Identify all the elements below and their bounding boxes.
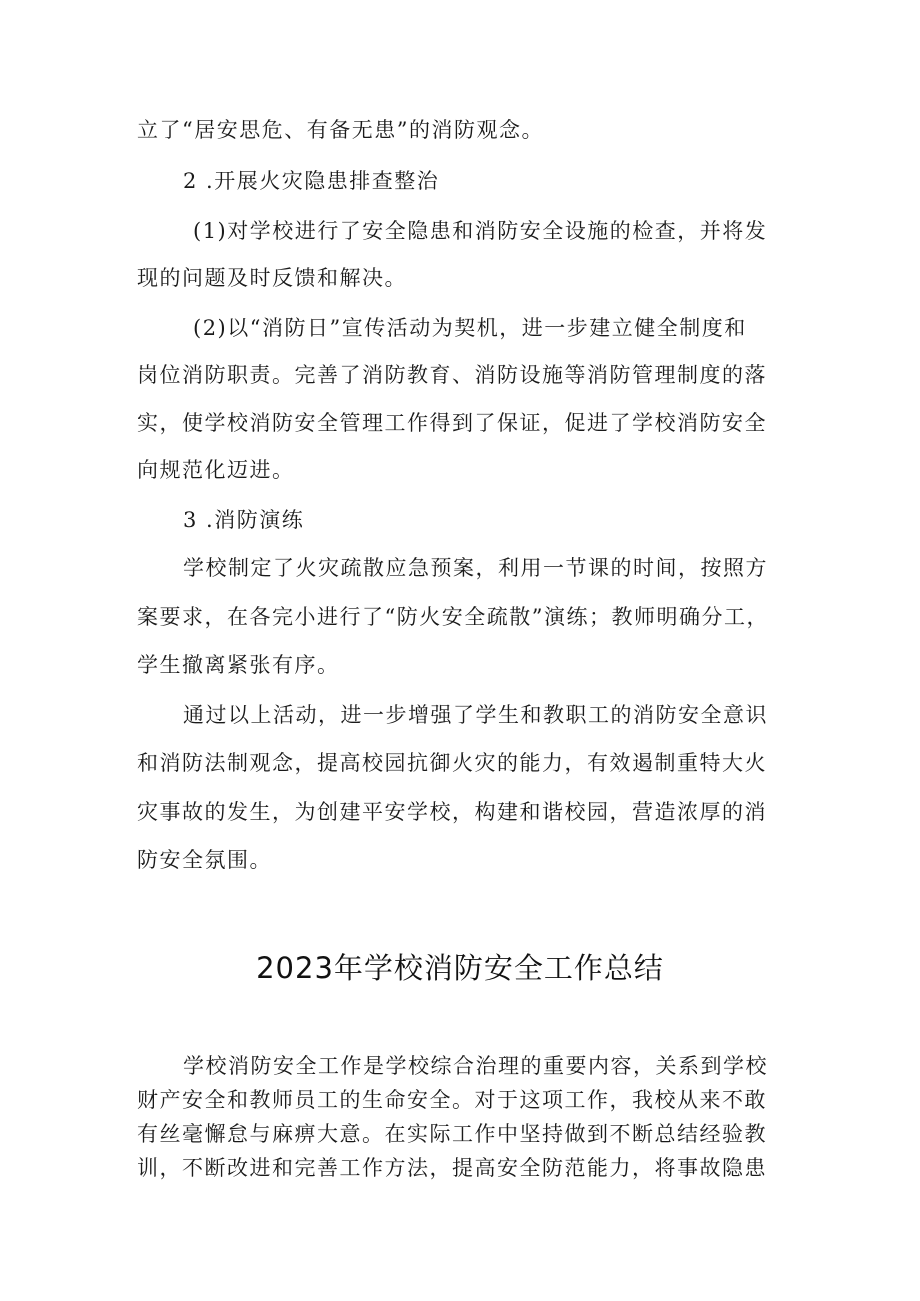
text-line: 学校制定了火灾疏散应急预案，利用一节课的时间，按照方 [183, 556, 768, 580]
text-line: 财产安全和教师员工的生命安全。对于这项工作，我校从来不敢 [137, 1088, 767, 1112]
text-line: 和消防法制观念，提高校园抗御火灾的能力，有效遏制重特大火 [137, 751, 767, 775]
text-line: 灾事故的发生，为创建平安学校，构建和谐校园，营造浓厚的消 [137, 800, 767, 824]
heading-item-2: 2 .开展火灾隐患排查整治 [183, 169, 440, 193]
text-line: 训，不断改进和完善工作方法，提高安全防范能力，将事故隐患 [137, 1156, 767, 1180]
text-line: 通过以上活动，进一步增强了学生和教职工的消防安全意识 [183, 703, 768, 727]
text-line: 有丝毫懈怠与麻痹大意。在实际工作中坚持做到不断总结经验教 [137, 1122, 767, 1146]
text-line: 学校消防安全工作是学校综合治理的重要内容，关系到学校 [183, 1054, 768, 1078]
text-line: (1)对学校进行了安全隐患和消防安全设施的检查，并将发 [193, 219, 768, 243]
text-line: 岗位消防职责。完善了消防教育、消防设施等消防管理制度的落 [137, 363, 767, 387]
text-line: 学生撤离紧张有序。 [137, 653, 340, 677]
document-title: 2023年学校消防安全工作总结 [256, 951, 664, 985]
text-line: 实，使学校消防安全管理工作得到了保证，促进了学校消防安全 [137, 411, 767, 435]
heading-item-3: 3 .消防演练 [183, 508, 305, 532]
text-line: 立了“居安思危、有备无患”的消防观念。 [137, 118, 544, 142]
text-line: 防安全氛围。 [137, 848, 272, 872]
text-line: 案要求，在各完小进行了“防火安全疏散”演练；教师明确分工， [137, 605, 769, 629]
text-line: 向规范化迈进。 [137, 458, 295, 482]
text-line: (2)以“消防日”宣传活动为契机，进一步建立健全制度和 [193, 316, 747, 340]
text-line: 现的问题及时反馈和解决。 [137, 266, 407, 290]
